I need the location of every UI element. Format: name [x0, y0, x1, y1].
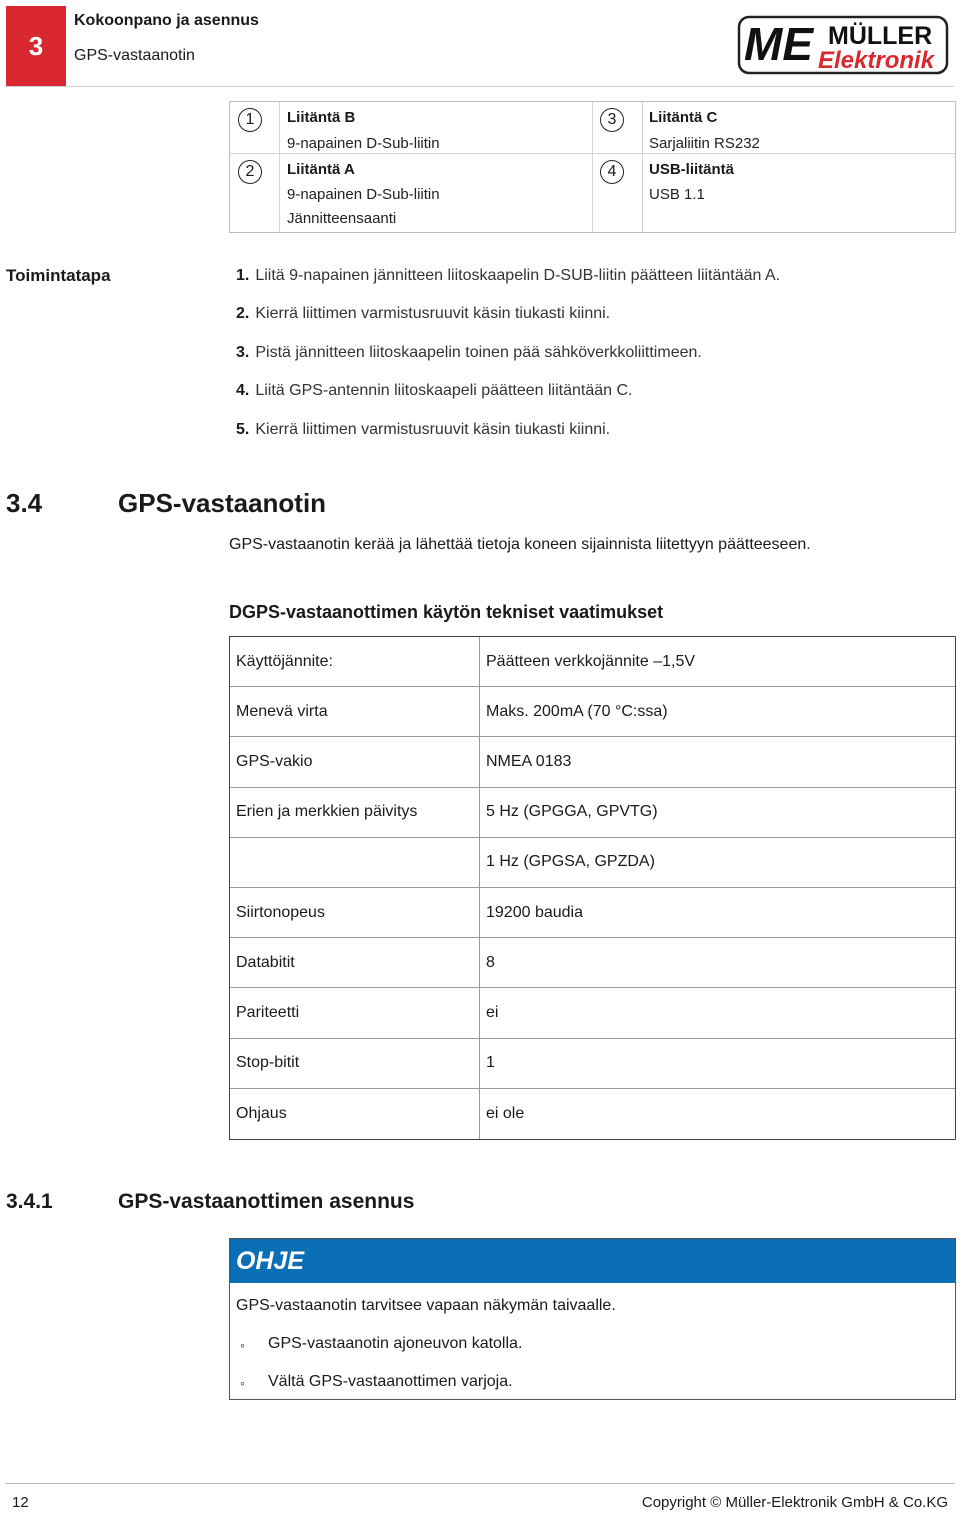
subsection-heading: GPS-vastaanottimen asennus: [118, 1190, 415, 1213]
procedure-label: Toimintatapa: [6, 266, 111, 285]
legend-number: 2: [238, 160, 262, 184]
procedure-step: 1. Liitä 9-napainen jännitteen liitoskaapelin D-SUB-liitin päätteen liitäntään A.: [236, 267, 781, 284]
legend-text: USB 1.1: [649, 186, 705, 203]
spec-label: Siirtonopeus: [236, 903, 325, 921]
chapter-number-box: 3: [6, 6, 66, 86]
bullet-icon: ◦: [240, 1375, 245, 1391]
connector-legend: [229, 101, 956, 233]
spec-row: [230, 988, 955, 1038]
muller-elektronik-logo: [736, 14, 950, 76]
section-heading: GPS-vastaanotin: [118, 488, 327, 518]
header-divider: [6, 86, 954, 87]
legend-number: 4: [600, 160, 624, 184]
spec-row: [230, 888, 955, 938]
spec-value: 5 Hz (GPGGA, GPVTG): [486, 803, 658, 821]
legend-text: 9-napainen D-Sub-liitin: [287, 135, 440, 152]
spec-row: [230, 687, 955, 737]
legend-title: Liitäntä B: [287, 109, 356, 126]
section-title: GPS-vastaanotin: [74, 47, 195, 64]
spec-value: ei: [486, 1003, 499, 1021]
logo-initials: ME: [744, 18, 813, 70]
spec-label: Erien ja merkkien päivitys: [236, 803, 418, 821]
spec-label: Käyttöjännite:: [236, 652, 333, 670]
spec-table: [229, 636, 956, 1140]
note-bullet-item: GPS-vastaanotin ajoneuvon katolla.: [268, 1335, 523, 1352]
section-number: 3.4: [6, 488, 43, 518]
note-text: GPS-vastaanotin tarvitsee vapaan näkymän taivaalle.: [236, 1297, 616, 1314]
spec-row: [230, 788, 955, 838]
legend-title: Liitäntä C: [649, 109, 718, 126]
note-bullet-item: Vältä GPS-vastaanottimen varjoja.: [268, 1373, 513, 1390]
legend-title: USB-liitäntä: [649, 161, 735, 178]
legend-number: 1: [238, 108, 262, 132]
spec-label: Databitit: [236, 953, 295, 971]
spec-value: NMEA 0183: [486, 752, 572, 770]
spec-label: Menevä virta: [236, 702, 328, 720]
spec-row: [230, 1039, 955, 1089]
logo-line2: Elektronik: [818, 47, 935, 74]
procedure-step: 3. Pistä jännitteen liitoskaapelin toinen pää sähköverkkoliittimeen.: [236, 344, 702, 361]
spec-row: [230, 938, 955, 988]
spec-value: 1: [486, 1054, 495, 1072]
spec-label: Pariteetti: [236, 1003, 300, 1021]
subsection-number: 3.4.1: [6, 1190, 53, 1213]
bullet-icon: ◦: [240, 1337, 245, 1353]
copyright: Copyright © Müller-Elektronik GmbH & Co.KG: [641, 1494, 948, 1511]
procedure-step: 4. Liitä GPS-antennin liitoskaapeli päätteen liitäntään C.: [236, 382, 633, 399]
table-heading: DGPS-vastaanottimen käytön tekniset vaatimukset: [229, 602, 664, 622]
spec-label: Ohjaus: [236, 1104, 287, 1122]
section-intro: GPS-vastaanotin kerää ja lähettää tietoja koneen sijainnista liitettyyn päätteeseen.: [229, 536, 811, 553]
spec-value: 1 Hz (GPGSA, GPZDA): [486, 853, 655, 871]
procedure-step: 5. Kierrä liittimen varmistusruuvit käsin tiukasti kiinni.: [236, 421, 611, 438]
legend-text: Sarjaliitin RS232: [649, 135, 760, 152]
spec-value: 8: [486, 953, 495, 971]
note-box: [229, 1238, 956, 1400]
spec-value: ei ole: [486, 1104, 525, 1122]
spec-value: 19200 baudia: [486, 903, 583, 921]
spec-row: [230, 1089, 955, 1139]
spec-row: [230, 737, 955, 787]
chapter-title: Kokoonpano ja asennus: [74, 12, 259, 29]
spec-value: Päätteen verkkojännite –1,5V: [486, 652, 696, 670]
note-heading: OHJE: [230, 1239, 955, 1283]
spec-row: [230, 838, 955, 888]
spec-label: Stop-bitit: [236, 1054, 300, 1072]
spec-value: Maks. 200mA (70 °C:ssa): [486, 702, 668, 720]
legend-text: 9-napainen D-Sub-liitin: [287, 186, 440, 203]
spec-row: [230, 637, 955, 687]
footer-divider: [6, 1483, 954, 1484]
page-number: 12: [12, 1494, 29, 1511]
legend-number: 3: [600, 108, 624, 132]
legend-text: Jännitteensaanti: [287, 210, 397, 227]
procedure-step: 2. Kierrä liittimen varmistusruuvit käsin tiukasti kiinni.: [236, 305, 611, 322]
logo-line1: MÜLLER: [828, 22, 933, 50]
legend-title: Liitäntä A: [287, 161, 355, 178]
spec-label: GPS-vakio: [236, 752, 313, 770]
